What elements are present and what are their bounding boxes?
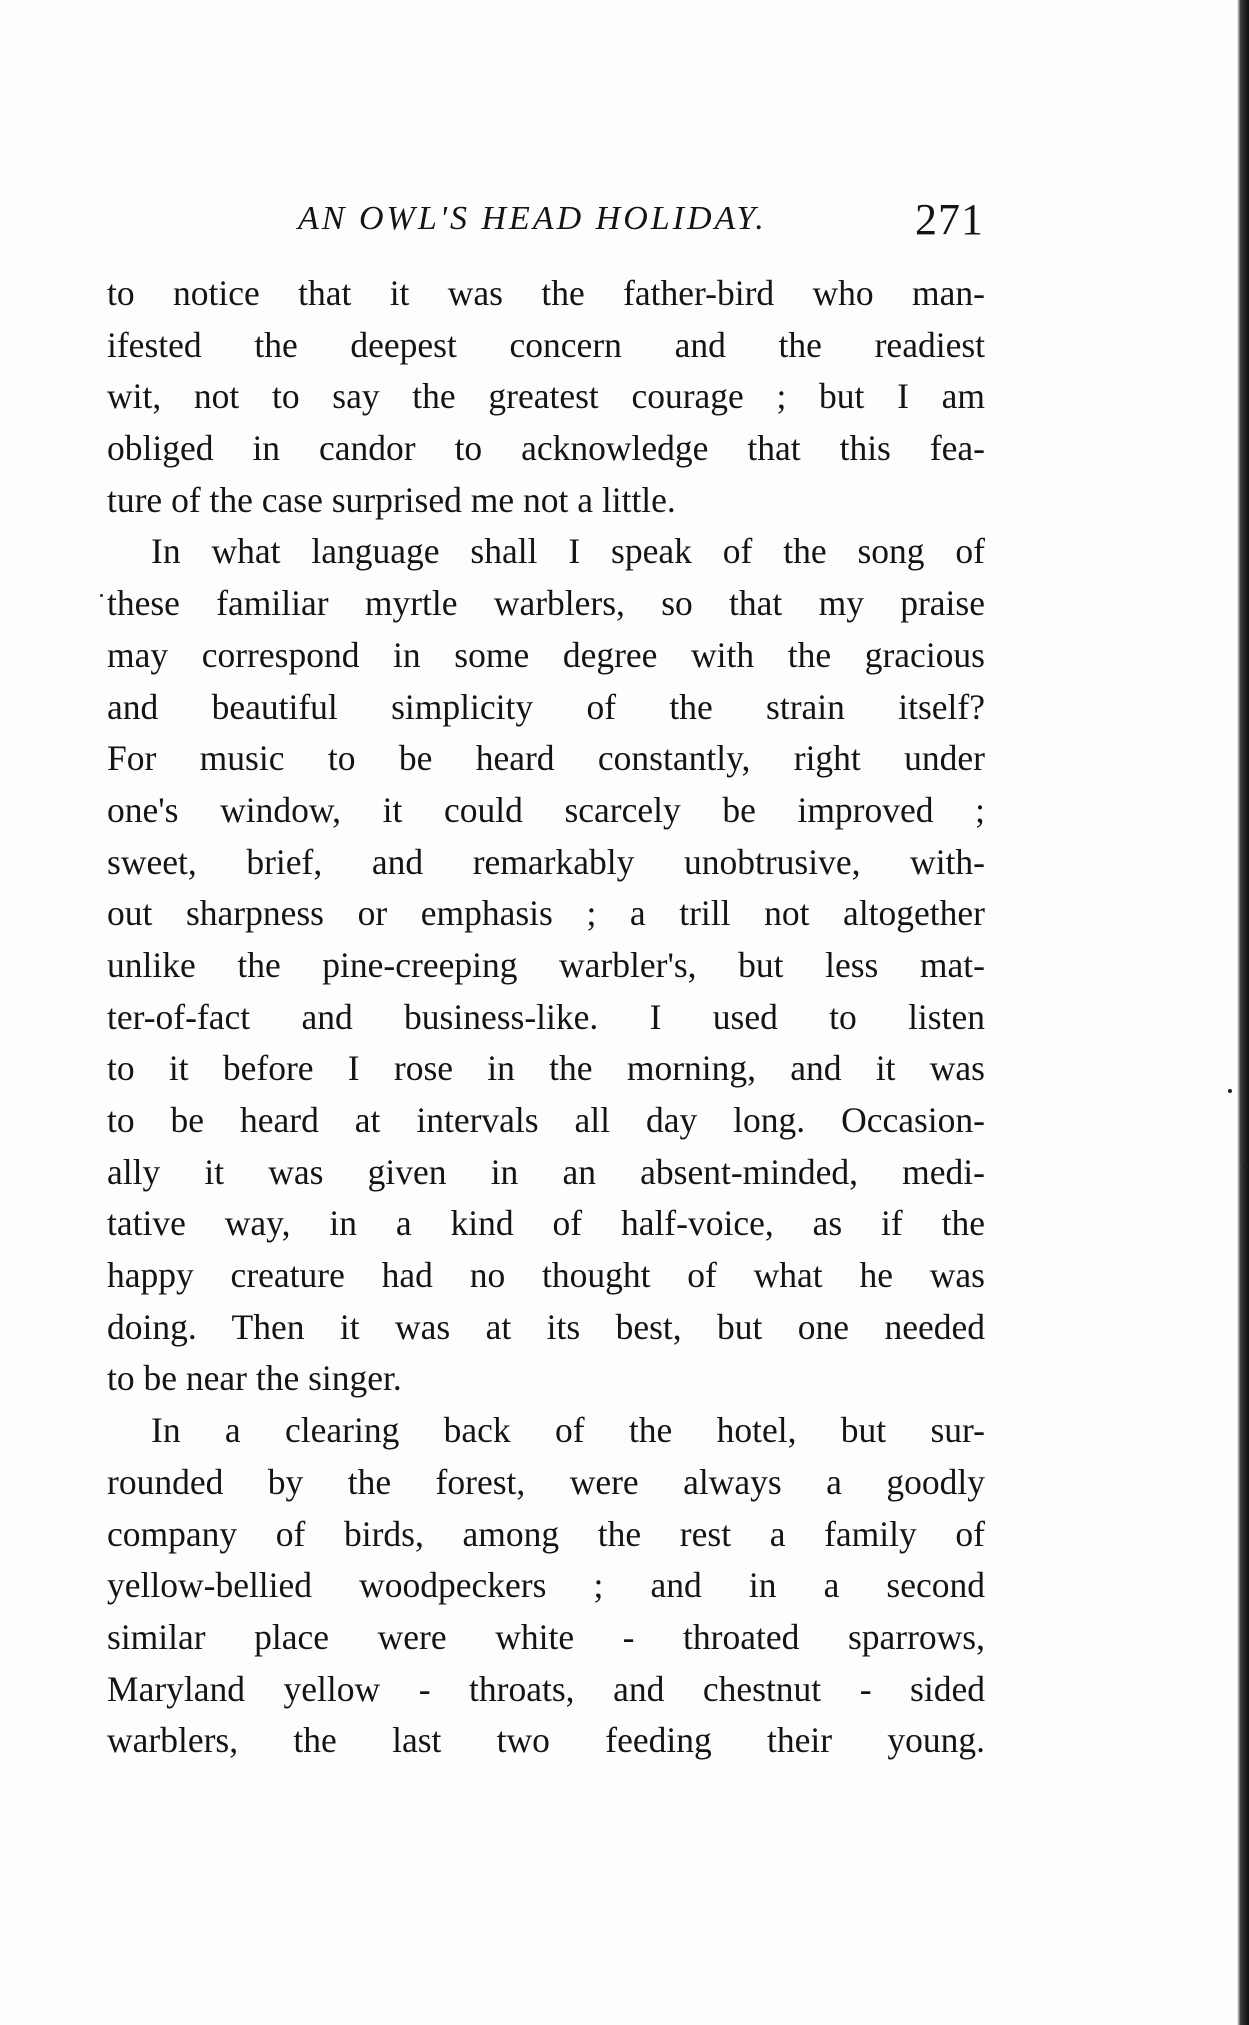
text-line: and beautiful simplicity of the strain itself? — [107, 686, 985, 727]
text-line: doing. Then it was at its best, but one needed — [107, 1306, 985, 1347]
running-title: AN OWL'S HEAD HOLIDAY. — [298, 200, 767, 237]
text-line: one's window, it could scarcely be improved ; — [107, 789, 985, 830]
text-line: company of birds, among the rest a family of — [107, 1513, 985, 1554]
text-line: similar place were white - throated sparrows, — [107, 1616, 985, 1657]
text-line: yellow-bellied woodpeckers ; and in a second — [107, 1565, 985, 1606]
text-line: ally it was given in an absent-minded, medi- — [107, 1151, 985, 1192]
text-line: to be heard at intervals all day long. Occasion- — [107, 1100, 985, 1140]
text-line: sweet, brief, and remarkably unobtrusive, with- — [107, 841, 985, 882]
print-speck — [100, 594, 103, 597]
text-line: to it before I rose in the morning, and it was — [107, 1048, 985, 1089]
text-line: unlike the pine-creeping warbler's, but less mat- — [107, 944, 985, 985]
paragraph-1 — [107, 268, 985, 526]
text-line: obliged in candor to acknowledge that this fea- — [107, 428, 985, 469]
running-head — [108, 196, 984, 246]
text-line: rounded by the forest, were always a goodly — [107, 1461, 985, 1502]
text-line: ture of the case surprised me not a little. — [107, 479, 676, 520]
paragraph-3 — [107, 1405, 985, 1767]
print-speck — [1243, 1164, 1247, 1169]
paragraph-2 — [107, 526, 985, 1405]
text-line: tative way, in a kind of half-voice, as if the — [107, 1203, 985, 1244]
text-line: In a clearing back of the hotel, but sur- — [151, 1410, 985, 1451]
text-line: wit, not to say the greatest courage ; but I am — [107, 376, 985, 417]
text-line: to notice that it was the father-bird who man- — [107, 273, 985, 313]
text-line: out sharpness or emphasis ; a trill not altogether — [107, 893, 985, 934]
text-line: happy creature had no thought of what he was — [107, 1255, 985, 1296]
text-line: may correspond in some degree with the gracious — [107, 634, 985, 675]
print-speck — [1228, 1089, 1232, 1093]
page-number: 271 — [915, 195, 984, 244]
text-line: these familiar myrtle warblers, so that my praise — [107, 583, 985, 624]
text-line: to be near the singer. — [107, 1358, 402, 1399]
text-line: In what language shall I speak of the song of — [151, 531, 985, 572]
text-line: ter-of-fact and business-like. I used to listen — [107, 996, 985, 1037]
body-text — [107, 268, 985, 1767]
text-line: For music to be heard constantly, right under — [107, 738, 985, 779]
text-line: ifested the deepest concern and the readiest — [107, 324, 985, 365]
text-line: Maryland yellow - throats, and chestnut - sided — [107, 1668, 985, 1709]
text-line: warblers, the last two feeding their young. — [107, 1720, 985, 1761]
page-edge-shadow — [1237, 0, 1249, 2025]
